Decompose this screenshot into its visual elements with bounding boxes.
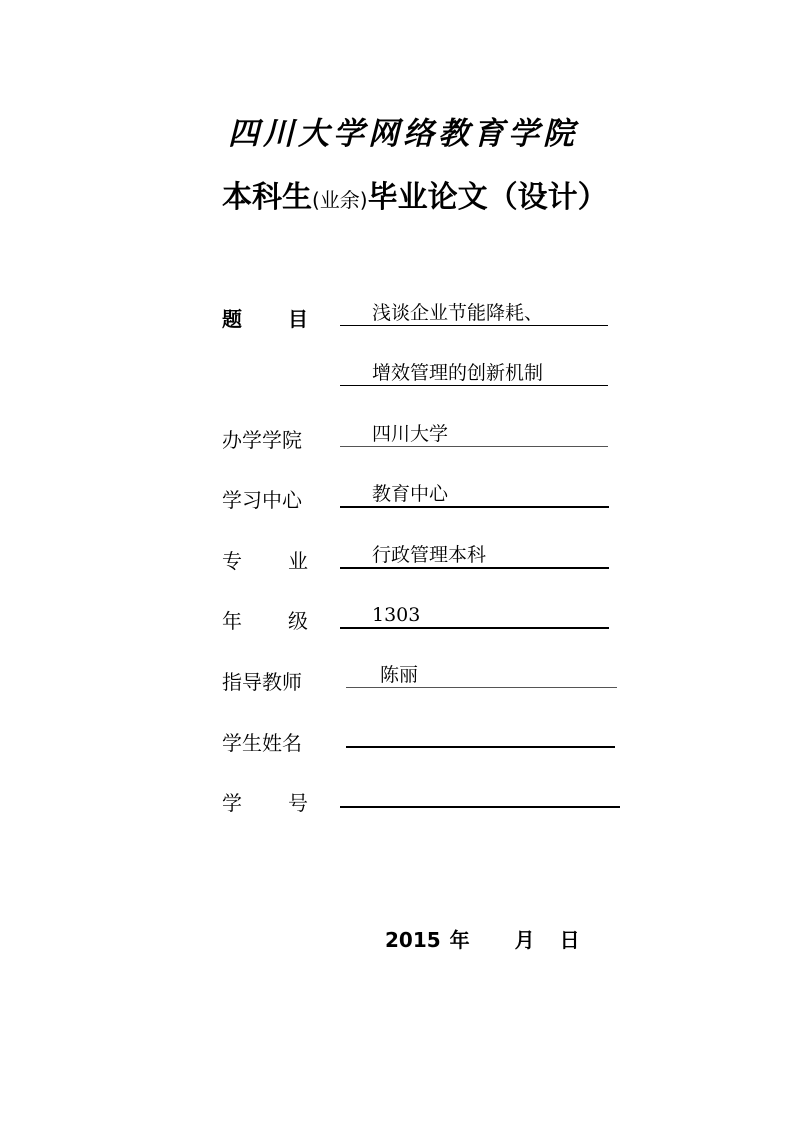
advisor-label: 指导教师	[222, 670, 302, 694]
student-value	[346, 722, 615, 748]
date-year-unit: 年	[449, 928, 470, 952]
student-label: 学生姓名	[222, 731, 302, 755]
topic-line-1: 浅谈企业节能降耗、	[340, 301, 608, 326]
grade-value: 1303	[340, 603, 609, 629]
advisor-value: 陈丽	[346, 663, 617, 688]
major-value: 行政管理本科	[340, 543, 609, 569]
id-value	[340, 782, 620, 808]
id-label-char-2: 号	[288, 791, 308, 815]
thesis-type: (业余)	[312, 188, 368, 212]
id-label-char-1: 学	[222, 791, 242, 815]
topic-label-char-2: 目	[288, 307, 308, 331]
date-month-unit: 月	[514, 928, 535, 952]
major-label-char-2: 业	[288, 549, 308, 573]
grade-label-char-2: 级	[288, 609, 308, 633]
topic-line-2: 增效管理的创新机制	[340, 361, 608, 386]
grade-label-char-1: 年	[222, 609, 242, 633]
date-line	[385, 924, 580, 953]
date-year: 2015	[385, 928, 441, 952]
center-label: 学习中心	[222, 488, 302, 512]
university-title: 四川大学网络教育学院	[228, 116, 578, 152]
major-label-char-1: 专	[222, 549, 242, 573]
thesis-title	[222, 172, 608, 216]
school-label: 办学学院	[222, 428, 302, 452]
date-day-unit: 日	[559, 928, 580, 952]
grade-label	[222, 605, 308, 634]
topic-label	[222, 303, 308, 332]
topic-label-char-1: 题	[222, 307, 242, 331]
school-value: 四川大学	[340, 422, 608, 447]
thesis-prefix: 本科生	[222, 180, 312, 215]
center-value: 教育中心	[340, 482, 609, 508]
major-label	[222, 545, 308, 574]
thesis-suffix: 毕业论文（设计）	[367, 180, 608, 215]
id-label	[222, 787, 308, 816]
